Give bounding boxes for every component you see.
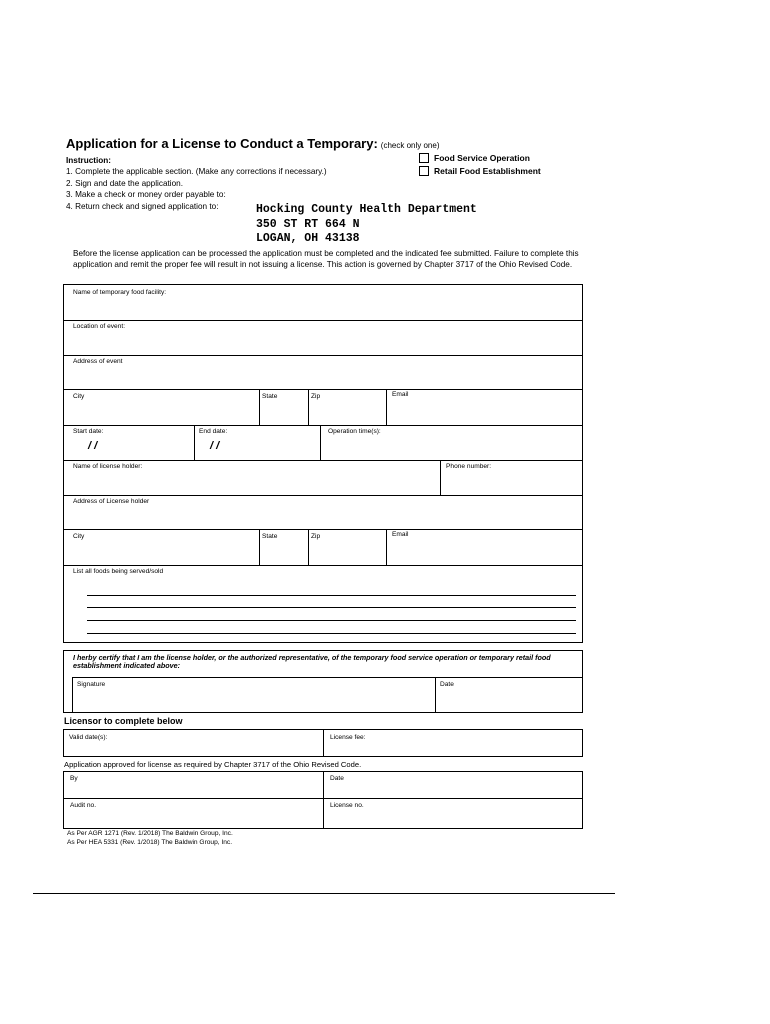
end-date-slashes: / / <box>210 440 220 452</box>
retail-food-checkbox[interactable] <box>419 166 429 176</box>
col-divider <box>386 529 387 565</box>
address-line-3: LOGAN, OH 43138 <box>256 232 360 245</box>
by-field[interactable]: By <box>70 775 78 782</box>
signature-field[interactable]: Signature <box>77 681 106 688</box>
food-service-checkbox[interactable] <box>419 153 429 163</box>
row-divider <box>63 389 583 390</box>
address-line-1: Hocking County Health Department <box>256 203 477 216</box>
col-divider <box>323 729 324 757</box>
foods-line[interactable] <box>87 607 576 608</box>
processing-notice: Before the license application can be processed the application must be completed and the indicated fee submitted. Failure to complete this application and remit the proper fee will result in not issuing a license. This action is governed by Chapter 3717 of the Ohio Revised Code. <box>73 249 579 270</box>
phone-field[interactable]: Phone number: <box>446 463 492 470</box>
col-divider <box>440 460 441 495</box>
row-divider <box>63 425 583 426</box>
approval-statement: Application approved for license as required by Chapter 3717 of the Ohio Revised Code. <box>64 760 362 769</box>
holder-city-field[interactable]: City <box>73 533 85 540</box>
col-divider <box>435 677 436 713</box>
instructions-heading: Instruction: <box>66 156 112 165</box>
event-city-field[interactable]: City <box>73 393 85 400</box>
address-line-2: 350 ST RT 664 N <box>256 217 360 231</box>
event-address-field[interactable]: Address of event <box>73 358 123 365</box>
instruction-step-4: 4. Return check and signed application to: <box>66 201 219 211</box>
end-date-field[interactable]: End date: <box>199 428 228 435</box>
valid-dates-field[interactable]: Valid date(s): <box>69 734 108 741</box>
start-date-slashes: / / <box>88 440 98 452</box>
signature-row <box>72 677 583 713</box>
operation-times-field[interactable]: Operation time(s): <box>328 428 381 435</box>
approval-date-field[interactable]: Date <box>330 775 344 782</box>
col-divider <box>259 389 260 425</box>
col-divider <box>386 389 387 425</box>
footer-line-1: As Per AGR 1271 (Rev. 1/2018) The Baldwin Group, Inc. <box>67 830 233 837</box>
col-divider <box>308 529 309 565</box>
col-divider <box>323 771 324 829</box>
holder-email-field[interactable]: Email <box>392 531 409 538</box>
holder-address-field[interactable]: Address of License holder <box>73 498 150 505</box>
instruction-step-1: 1. Complete the applicable section. (Make any corrections if necessary.) <box>66 167 327 177</box>
holder-name-field[interactable]: Name of license holder: <box>73 463 143 470</box>
foods-line[interactable] <box>87 595 576 596</box>
certification-statement: I herby certify that I am the license holder, or the authorized representative, of the temporary food service operation or temporary retail food establishment indicated above: <box>73 653 551 671</box>
check-only-note: (check only one) <box>380 141 440 150</box>
foods-line[interactable] <box>87 620 576 621</box>
instruction-step-2: 2. Sign and date the application. <box>66 178 183 188</box>
form-footer <box>67 830 233 847</box>
license-no-field[interactable]: License no. <box>330 802 364 809</box>
form-title <box>66 136 440 151</box>
option-retail-food[interactable] <box>419 165 541 178</box>
row-divider <box>63 565 583 566</box>
start-date-field[interactable]: Start date: <box>73 428 104 435</box>
col-divider <box>320 425 321 460</box>
page-rule <box>33 893 615 894</box>
instruction-step-3: 3. Make a check or money order payable to: <box>66 190 226 200</box>
event-state-field[interactable]: State <box>262 393 278 400</box>
event-zip-field[interactable]: Zip <box>311 393 321 400</box>
retail-food-label: Retail Food Establishment <box>434 165 541 176</box>
footer-line-2: As Per HEA 5331 (Rev. 1/2018) The Baldwin Group, Inc. <box>67 838 233 846</box>
option-food-service[interactable] <box>419 152 541 165</box>
license-type-options <box>419 152 541 177</box>
event-email-field[interactable]: Email <box>392 391 409 398</box>
mailing-address <box>256 203 477 247</box>
foods-field[interactable]: List all foods being served/sold <box>73 568 164 575</box>
location-field[interactable]: Location of event: <box>73 323 126 330</box>
form-title-text: Application for a License to Conduct a Temporary: <box>66 136 378 151</box>
col-divider <box>259 529 260 565</box>
row-divider <box>63 495 583 496</box>
facility-name-field[interactable]: Name of temporary food facility: <box>73 289 167 296</box>
audit-no-field[interactable]: Audit no. <box>70 802 97 809</box>
col-divider <box>308 389 309 425</box>
row-divider <box>63 355 583 356</box>
holder-state-field[interactable]: State <box>262 533 278 540</box>
license-fee-field[interactable]: License fee: <box>330 734 366 741</box>
row-divider <box>63 529 583 530</box>
food-service-label: Food Service Operation <box>434 153 530 164</box>
signature-date-field[interactable]: Date <box>440 681 454 688</box>
col-divider <box>194 425 195 460</box>
foods-line[interactable] <box>87 633 576 634</box>
row-divider <box>63 320 583 321</box>
holder-zip-field[interactable]: Zip <box>311 533 321 540</box>
licensor-heading: Licensor to complete below <box>64 716 183 726</box>
row-divider <box>63 460 583 461</box>
